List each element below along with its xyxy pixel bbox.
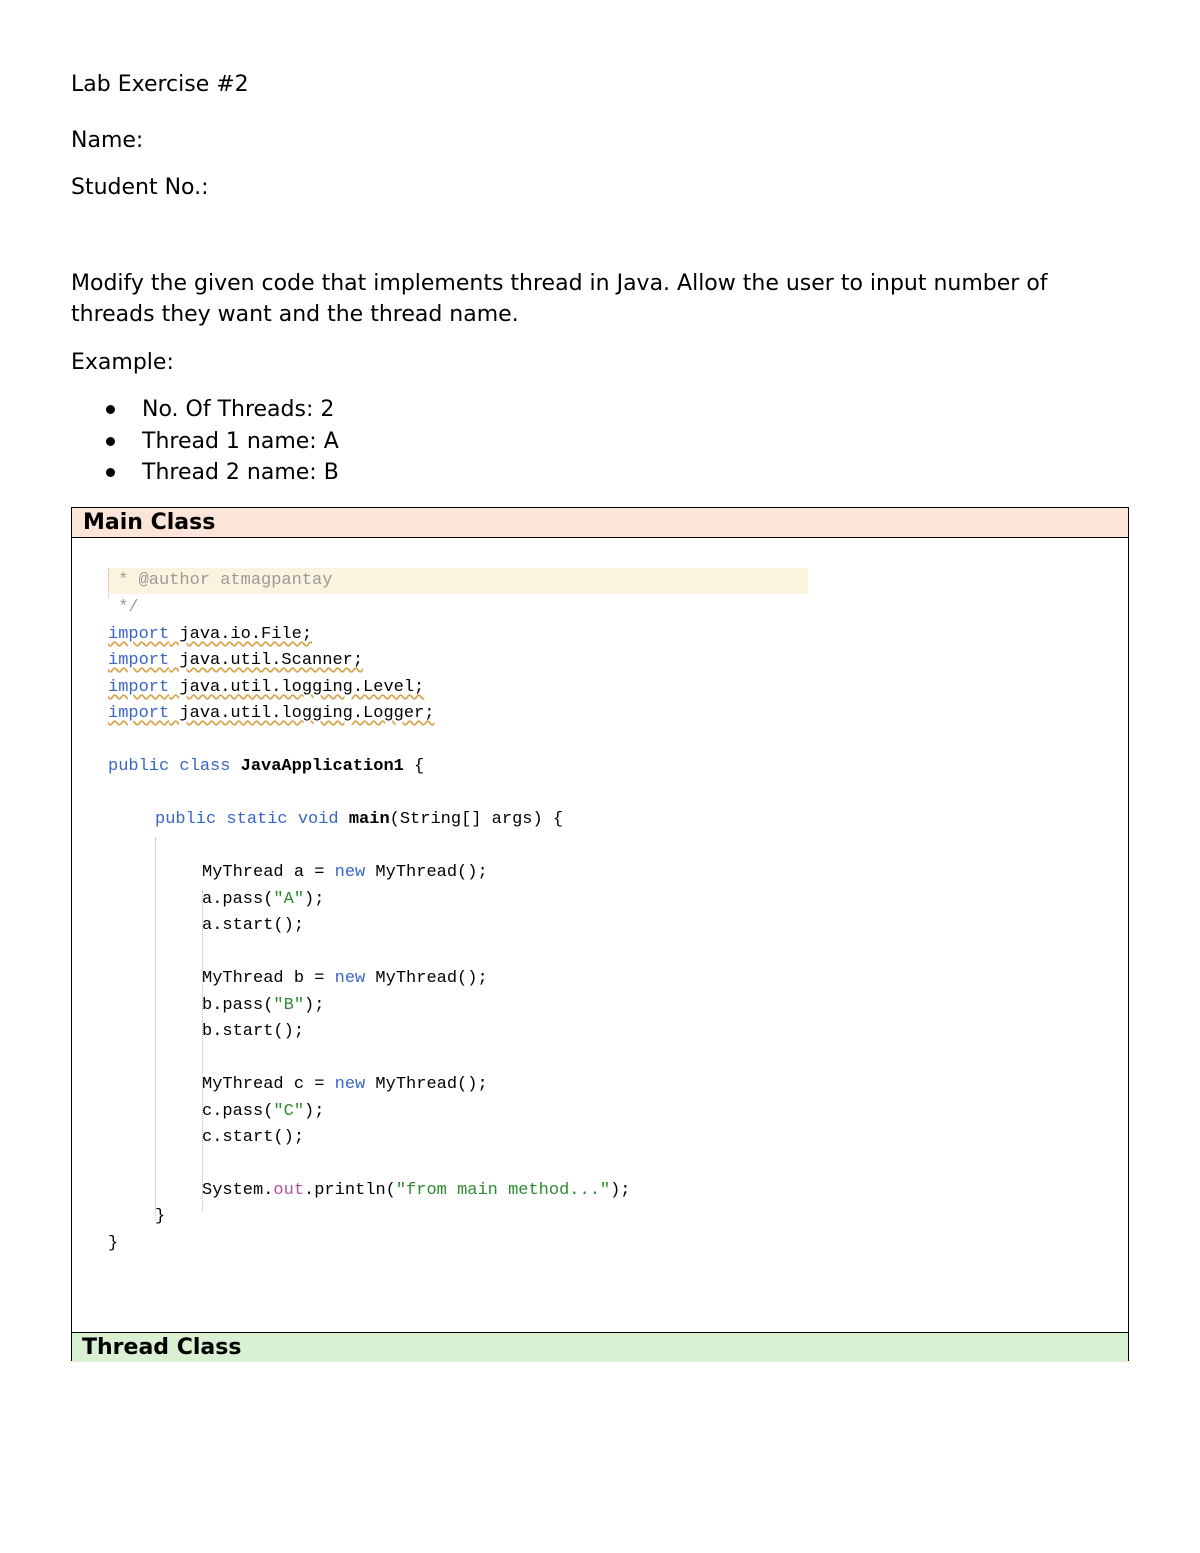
- code-line: import java.util.Scanner;: [108, 651, 364, 670]
- example-list: [71, 394, 339, 489]
- main-class-code-screenshot: [108, 568, 848, 1258]
- code-line: MyThread a = new MyThread();: [202, 863, 488, 882]
- list-item: Thread 1 name: A: [71, 426, 339, 458]
- code-line: a.pass("A");: [202, 890, 325, 909]
- code-line: System.out.println("from main method...");: [202, 1181, 631, 1200]
- code-line: * @author atmagpantay: [108, 571, 333, 590]
- code-line: import java.io.File;: [108, 625, 313, 644]
- list-item: Thread 2 name: B: [71, 457, 339, 489]
- code-line: }: [108, 1234, 119, 1253]
- bullet-icon: [106, 468, 115, 477]
- code-line: }: [155, 1207, 166, 1226]
- name-label: Name:: [71, 128, 144, 153]
- code-line: c.pass("C");: [202, 1102, 325, 1121]
- code-line: b.pass("B");: [202, 996, 325, 1015]
- thread-class-header: Thread Class: [72, 1332, 1128, 1362]
- document-title: Lab Exercise #2: [71, 72, 249, 97]
- code-line: import java.util.logging.Logger;: [108, 704, 435, 723]
- bullet-icon: [106, 405, 115, 414]
- instructions-text: Modify the given code that implements thread in Java. Allow the user to input number of threads they want and the thread name.: [71, 271, 1048, 327]
- list-item: No. Of Threads: 2: [71, 394, 339, 426]
- code-table: [71, 507, 1129, 1361]
- student-no-label: Student No.:: [71, 175, 209, 200]
- example-label: Example:: [71, 350, 174, 375]
- code-line: import java.util.logging.Level;: [108, 678, 425, 697]
- main-class-header: Main Class: [72, 508, 1128, 538]
- code-line: */: [108, 598, 139, 617]
- code-line: public class JavaApplication1 {: [108, 757, 425, 776]
- code-line: MyThread b = new MyThread();: [202, 969, 488, 988]
- code-line: public static void main(String[] args) {: [155, 810, 564, 829]
- code-line: a.start();: [202, 916, 305, 935]
- code-line: b.start();: [202, 1022, 305, 1041]
- code-line: MyThread c = new MyThread();: [202, 1075, 488, 1094]
- code-line: c.start();: [202, 1128, 305, 1147]
- bullet-icon: [106, 437, 115, 446]
